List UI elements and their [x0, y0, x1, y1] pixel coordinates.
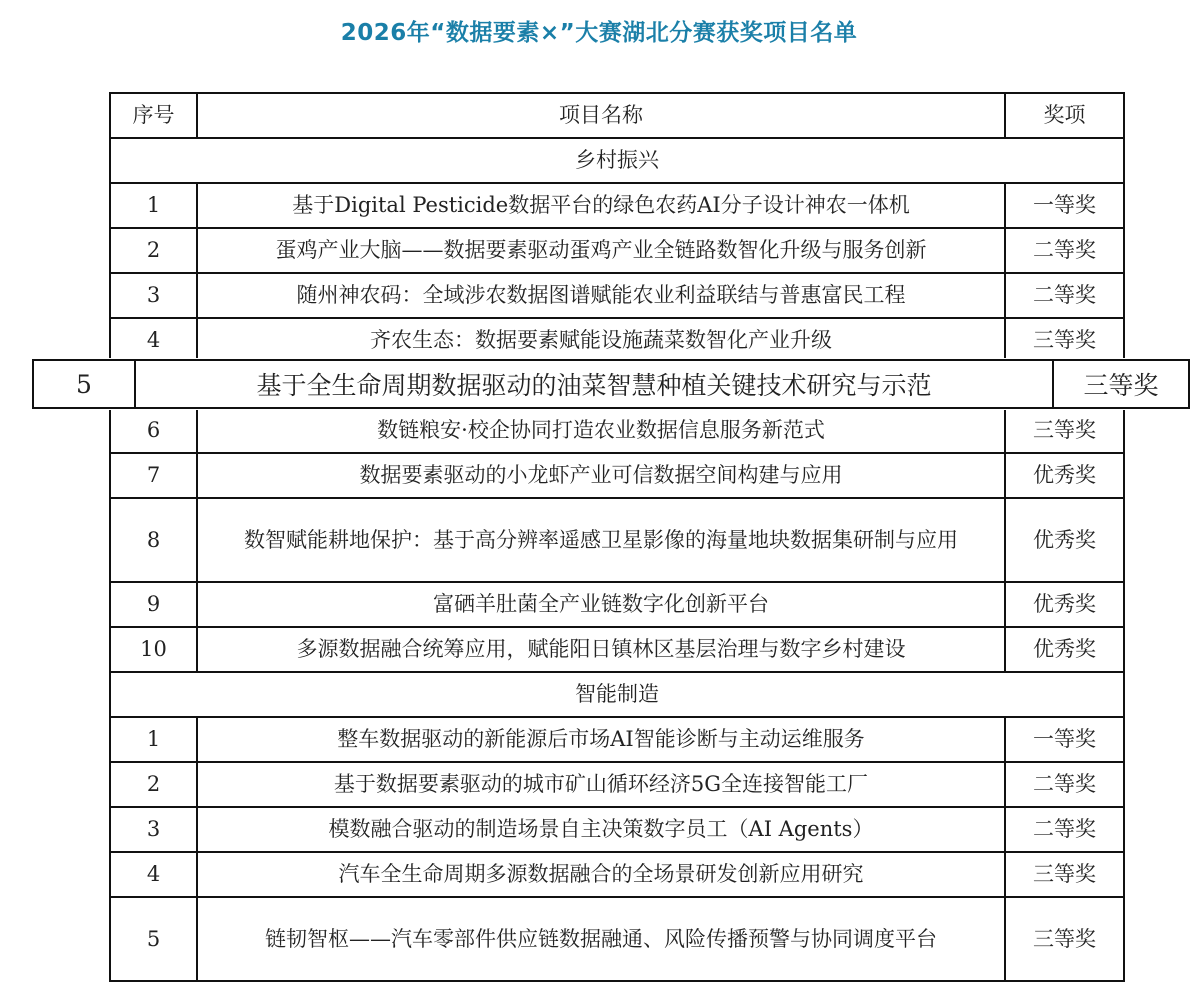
page-title: 2026年“数据要素×”大赛湖北分赛获奖项目名单 — [340, 20, 858, 46]
row-no: 6 — [110, 408, 197, 453]
row-award: 三等奖 — [1005, 318, 1124, 363]
row-award: 三等奖 — [1083, 371, 1159, 400]
table-header-row — [110, 93, 1124, 138]
section-row-rural — [110, 138, 1124, 183]
row-name: 模数融合驱动的制造场景自主决策数字员工（AI Agents） — [197, 807, 1005, 852]
row-name: 基于Digital Pesticide数据平台的绿色农药AI分子设计神农一体机 — [197, 183, 1005, 228]
row-no: 2 — [110, 228, 197, 273]
row-award: 二等奖 — [1005, 762, 1124, 807]
header-award: 奖项 — [1005, 93, 1124, 138]
row-no: 10 — [110, 627, 197, 672]
table-row — [110, 807, 1124, 852]
row-award: 一等奖 — [1005, 183, 1124, 228]
row-no: 8 — [110, 498, 197, 582]
row-award: 三等奖 — [1005, 897, 1124, 981]
row-no: 3 — [110, 273, 197, 318]
table-row — [110, 717, 1124, 762]
row-award: 优秀奖 — [1005, 627, 1124, 672]
row-award: 二等奖 — [1005, 807, 1124, 852]
highlighted-row — [32, 359, 1190, 409]
row-no: 5 — [110, 897, 197, 981]
row-no: 1 — [110, 183, 197, 228]
row-name: 多源数据融合统筹应用，赋能阳日镇林区基层治理与数字乡村建设 — [197, 627, 1005, 672]
section-title: 乡村振兴 — [110, 138, 1124, 183]
header-no: 序号 — [110, 93, 197, 138]
row-name: 数智赋能耕地保护：基于高分辨率遥感卫星影像的海量地块数据集研制与应用 — [197, 498, 1005, 582]
row-no: 3 — [110, 807, 197, 852]
row-no: 5 — [34, 361, 136, 407]
row-award: 三等奖 — [1005, 408, 1124, 453]
row-award: 优秀奖 — [1005, 582, 1124, 627]
row-no: 9 — [110, 582, 197, 627]
table-row — [110, 498, 1124, 582]
table-row — [110, 897, 1124, 981]
table-row — [110, 627, 1124, 672]
row-no: 1 — [110, 717, 197, 762]
row-award: 优秀奖 — [1005, 498, 1124, 582]
row-name: 基于数据要素驱动的城市矿山循环经济5G全连接智能工厂 — [197, 762, 1005, 807]
table-row — [110, 408, 1124, 453]
section-title: 智能制造 — [110, 672, 1124, 717]
row-no: 4 — [110, 318, 197, 363]
table-row — [110, 852, 1124, 897]
header-name: 项目名称 — [197, 93, 1005, 138]
row-award: 二等奖 — [1005, 273, 1124, 318]
row-name: 汽车全生命周期多源数据融合的全场景研发创新应用研究 — [197, 852, 1005, 897]
row-name: 数链粮安·校企协同打造农业数据信息服务新范式 — [197, 408, 1005, 453]
row-no: 2 — [110, 762, 197, 807]
row-award: 二等奖 — [1005, 228, 1124, 273]
row-name: 齐农生态：数据要素赋能设施蔬菜数智化产业升级 — [197, 318, 1005, 363]
row-no: 7 — [110, 453, 197, 498]
row-name: 整车数据驱动的新能源后市场AI智能诊断与主动运维服务 — [197, 717, 1005, 762]
table-row — [110, 453, 1124, 498]
table-row — [110, 762, 1124, 807]
awards-table — [109, 92, 1125, 982]
row-name: 随州神农码：全域涉农数据图谱赋能农业利益联结与普惠富民工程 — [197, 273, 1005, 318]
table-row — [110, 582, 1124, 627]
row-award: 一等奖 — [1005, 717, 1124, 762]
row-name: 蛋鸡产业大脑——数据要素驱动蛋鸡产业全链路数智化升级与服务创新 — [197, 228, 1005, 273]
row-name: 数据要素驱动的小龙虾产业可信数据空间构建与应用 — [197, 453, 1005, 498]
table-row — [110, 183, 1124, 228]
table-row — [110, 318, 1124, 363]
row-name: 基于全生命周期数据驱动的油菜智慧种植关键技术研究与示范 — [136, 361, 1054, 407]
row-no: 4 — [110, 852, 197, 897]
row-name: 链韧智枢——汽车零部件供应链数据融通、风险传播预警与协同调度平台 — [197, 897, 1005, 981]
table-row — [110, 273, 1124, 318]
row-award: 优秀奖 — [1005, 453, 1124, 498]
table-row — [110, 228, 1124, 273]
row-name: 富硒羊肚菌全产业链数字化创新平台 — [197, 582, 1005, 627]
section-row-manufacturing — [110, 672, 1124, 717]
row-award: 三等奖 — [1005, 852, 1124, 897]
